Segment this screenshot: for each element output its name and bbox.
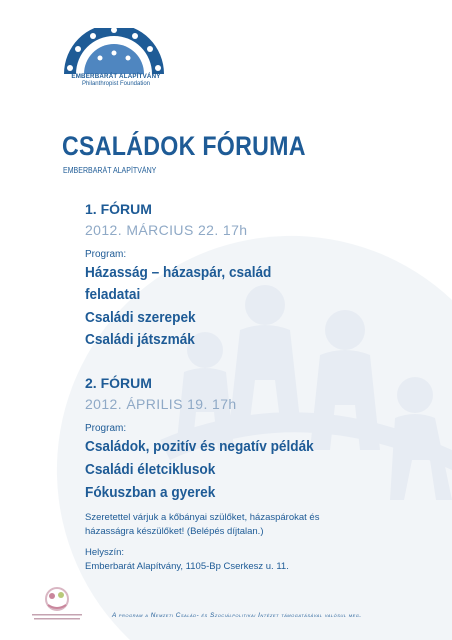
forum-1-program-label: Program:	[85, 249, 127, 260]
forum-2-topic: Családok, pozitív és negatív példák	[85, 439, 314, 455]
forum-1-label: 1. FÓRUM	[85, 201, 152, 217]
page-subtitle: EMBERBARÁT ALAPÍTVÁNY	[63, 166, 157, 175]
invitation-line-1: Szeretettel várjuk a kőbányai szülőket, házaspárokat és	[85, 512, 320, 523]
forum-1-topic: Házasság – házaspár, család	[85, 265, 272, 281]
page-title: CSALÁDOK FÓRUMA	[62, 131, 306, 161]
forum-2-program-label: Program:	[85, 423, 127, 434]
logo-name: EMBERBARÁT ALAPÍTVÁNY	[71, 73, 161, 80]
forum-2-topic: Fókuszban a gyerek	[85, 485, 216, 501]
logo-subtitle: Philanthropist Foundation	[81, 81, 151, 87]
institute-logo	[28, 583, 86, 625]
forum-2-date: 2012. ÁPRILIS 19. 17h	[85, 396, 237, 412]
venue-label: Helyszín:	[85, 547, 125, 558]
forum-1-topic: Családi szerepek	[85, 310, 196, 326]
forum-1-topic: Családi játszmák	[85, 332, 195, 348]
forum-2-topic: Családi életciklusok	[85, 462, 216, 478]
invitation-line-2: házasságra készülőket! (Belépés díjtalan.)	[85, 526, 264, 537]
forum-1-date: 2012. MÁRCIUS 22. 17h	[85, 222, 248, 238]
support-notice: A program a Nemzeti Család- és Szociálpolitikai Intézet támogatásával valósul meg.	[112, 612, 362, 619]
venue-address: Emberbarát Alapítvány, 1105-Bp Cserkesz u. 11.	[85, 561, 289, 572]
forum-1-topic: feladatai	[85, 287, 141, 303]
forum-2-label: 2. FÓRUM	[85, 375, 152, 391]
